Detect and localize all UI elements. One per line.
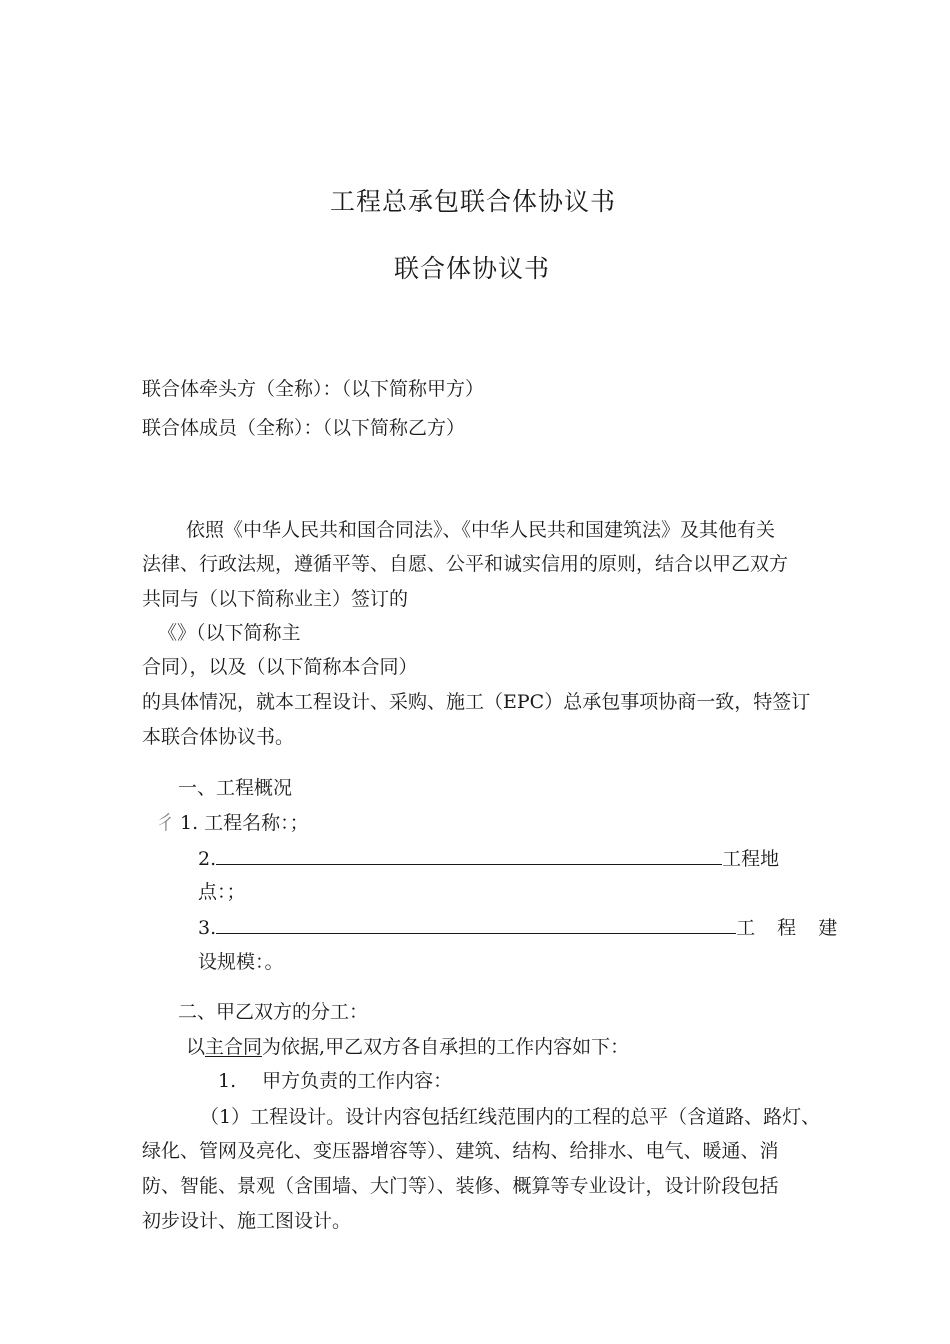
basis-suffix: 为依据,甲乙双方各自承担的工作内容如下： <box>262 1036 630 1058</box>
item-3-tail: 工 程 建 <box>736 917 846 939</box>
intro-line-6: 的具体情况，就本工程设计、采购、施工（EPC）总承包事项协商一致，特签订 <box>142 691 811 713</box>
member-party-line: 联合体成员（全称）：（以下简称乙方） <box>142 417 466 439</box>
sub-item-party-a <box>218 1069 452 1093</box>
item-project-location <box>198 846 779 871</box>
fill-in-blank-line <box>216 846 722 865</box>
intro-line-3: 共同与（以下简称业主）签订的 <box>142 588 409 610</box>
main-contract-link[interactable]: 主合同 <box>205 1036 263 1058</box>
section-2-heading: 二、甲乙双方的分工： <box>178 1001 369 1023</box>
design-line-1: （1）工程设计。设计内容包括红线范围内的工程的总平（含道路、路灯、 <box>200 1106 821 1128</box>
division-basis-line <box>186 1035 629 1059</box>
item-2-continuation: 点：； <box>198 881 246 903</box>
design-line-3: 防、智能、景观（含围墙、大门等）、装修、概算等专业设计，设计阶段包括 <box>142 1175 779 1197</box>
item-project-name: 1. 工程名称：； <box>180 812 309 834</box>
item-2-number: 2. <box>198 848 217 870</box>
design-line-4: 初步设计、施工图设计。 <box>142 1210 352 1232</box>
intro-line-5: 合同），以及（以下简称本合同） <box>142 656 418 678</box>
intro-line-4: 《》（以下简称主 <box>158 622 301 644</box>
item-3-number: 3. <box>198 917 217 939</box>
sub-item-text: 甲方负责的工作内容： <box>262 1070 453 1092</box>
intro-line-1: 依照《中华人民共和国合同法》、《中华人民共和国建筑法》及其他有关 <box>186 519 776 541</box>
sub-item-number: 1. <box>218 1070 237 1092</box>
section-1-heading: 一、工程概况 <box>178 777 293 799</box>
item-project-scale <box>198 915 845 940</box>
intro-line-2: 法律、行政法规，遵循平等、自愿、公平和诚实信用的原则，结合以甲乙双方 <box>142 553 789 575</box>
fill-in-blank-line <box>216 915 736 934</box>
intro-line-7: 本联合体协议书。 <box>142 726 295 748</box>
design-line-2: 绿化、管网及亮化、变压器增容等）、建筑、结构、给排水、电气、暖通、消 <box>142 1140 779 1162</box>
stray-mark: 彳 <box>156 812 176 834</box>
item-3-continuation: 设规模：。 <box>198 951 284 973</box>
document-title: 工程总承包联合体协议书 <box>330 187 617 216</box>
lead-party-line: 联合体牵头方（全称）：（以下简称甲方） <box>142 378 485 400</box>
document-subtitle: 联合体协议书 <box>394 254 551 283</box>
basis-prefix: 以 <box>186 1036 206 1058</box>
item-2-tail: 工程地 <box>722 848 780 870</box>
